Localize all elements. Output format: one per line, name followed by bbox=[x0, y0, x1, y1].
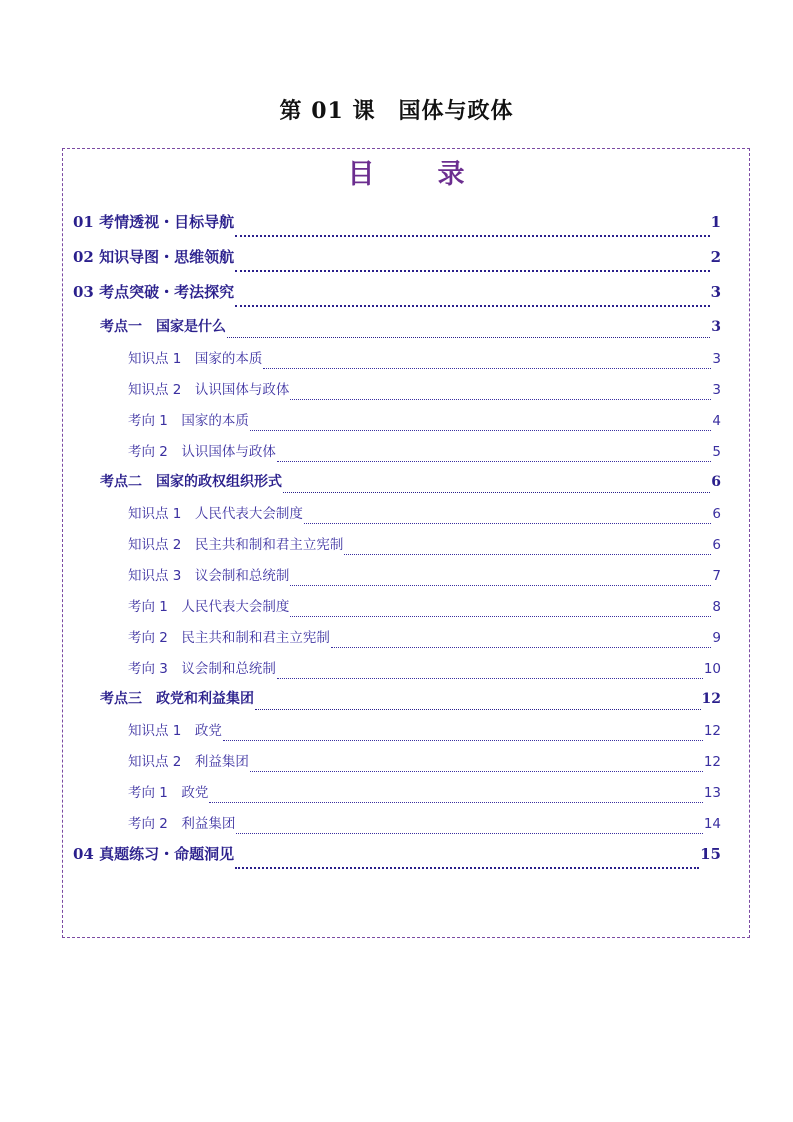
toc-leader-dots bbox=[277, 460, 712, 462]
toc-entry-page: 12 bbox=[703, 723, 721, 739]
toc-leader-dots bbox=[227, 336, 710, 338]
toc-leader-dots bbox=[277, 677, 703, 679]
toc-leader-dots bbox=[290, 398, 711, 400]
toc-entry-label: 03 考点突破・考法探究 bbox=[73, 283, 235, 301]
toc-entry[interactable] bbox=[73, 502, 721, 533]
toc-heading: 目 录 bbox=[347, 159, 483, 190]
toc-leader-dots bbox=[255, 708, 701, 710]
toc-entry-page: 12 bbox=[701, 691, 721, 707]
toc-entry-page: 4 bbox=[712, 413, 721, 429]
toc-entry-page: 3 bbox=[712, 351, 721, 367]
toc-entry-label: 考点二 国家的政权组织形式 bbox=[100, 474, 282, 490]
toc-entry[interactable] bbox=[73, 595, 721, 626]
toc-leader-dots bbox=[344, 553, 711, 555]
toc-entry-page: 10 bbox=[703, 661, 721, 677]
toc-leader-dots bbox=[283, 491, 710, 493]
toc-leader-dots bbox=[235, 866, 699, 869]
toc-entry[interactable] bbox=[73, 564, 721, 595]
toc-entry-page: 8 bbox=[712, 599, 721, 615]
toc-entry[interactable] bbox=[73, 688, 721, 719]
toc-entry[interactable] bbox=[73, 211, 721, 246]
toc-entry-page: 3 bbox=[712, 382, 721, 398]
toc-list bbox=[73, 211, 721, 878]
toc-leader-dots bbox=[331, 646, 712, 648]
document-title: 第 01 课 国体与政体 bbox=[279, 98, 514, 124]
toc-leader-dots bbox=[290, 584, 711, 586]
toc-entry-label: 知识点 1 政党 bbox=[128, 723, 222, 739]
toc-entry-label: 02 知识导图・思维领航 bbox=[73, 248, 235, 266]
toc-leader-dots bbox=[235, 304, 709, 307]
toc-leader-dots bbox=[209, 801, 702, 803]
toc-entry-label: 知识点 3 议会制和总统制 bbox=[128, 568, 290, 584]
toc-entry-label: 知识点 2 利益集团 bbox=[128, 754, 249, 770]
toc-leader-dots bbox=[235, 234, 709, 237]
toc-entry[interactable] bbox=[73, 378, 721, 409]
toc-entry-label: 04 真题练习・命题洞见 bbox=[73, 845, 235, 863]
toc-entry-page: 15 bbox=[700, 845, 721, 863]
toc-entry-label: 01 考情透视・目标导航 bbox=[73, 213, 235, 231]
toc-entry-page: 12 bbox=[703, 754, 721, 770]
toc-entry-label: 考向 1 政党 bbox=[128, 785, 209, 801]
toc-leader-dots bbox=[223, 739, 703, 741]
toc-entry[interactable] bbox=[73, 843, 721, 878]
toc-entry[interactable] bbox=[73, 657, 721, 688]
toc-entry[interactable] bbox=[73, 316, 721, 347]
toc-entry-label: 考点一 国家是什么 bbox=[100, 319, 226, 335]
toc-leader-dots bbox=[263, 367, 711, 369]
toc-entry[interactable] bbox=[73, 626, 721, 657]
toc-entry-page: 6 bbox=[712, 506, 721, 522]
toc-entry-label: 考向 1 人民代表大会制度 bbox=[128, 599, 290, 615]
toc-entry-label: 知识点 2 民主共和制和君主立宪制 bbox=[128, 537, 344, 553]
toc-leader-dots bbox=[236, 832, 702, 834]
toc-entry-label: 考向 2 认识国体与政体 bbox=[128, 444, 276, 460]
toc-entry[interactable] bbox=[73, 347, 721, 378]
toc-entry-label: 考向 1 国家的本质 bbox=[128, 413, 249, 429]
toc-entry[interactable] bbox=[73, 812, 721, 843]
toc-entry-page: 9 bbox=[712, 630, 721, 646]
toc-entry[interactable] bbox=[73, 440, 721, 471]
toc-entry-page: 5 bbox=[712, 444, 721, 460]
toc-leader-dots bbox=[304, 522, 712, 524]
toc-entry-page: 1 bbox=[710, 213, 721, 231]
toc-entry[interactable] bbox=[73, 281, 721, 316]
toc-entry-label: 知识点 2 认识国体与政体 bbox=[128, 382, 290, 398]
toc-entry-label: 知识点 1 国家的本质 bbox=[128, 351, 263, 367]
toc-entry[interactable] bbox=[73, 246, 721, 281]
toc-entry-label: 考向 2 民主共和制和君主立宪制 bbox=[128, 630, 330, 646]
table-of-contents bbox=[62, 148, 750, 938]
toc-entry[interactable] bbox=[73, 750, 721, 781]
toc-entry[interactable] bbox=[73, 409, 721, 440]
toc-entry-page: 7 bbox=[712, 568, 721, 584]
toc-entry-page: 6 bbox=[712, 537, 721, 553]
toc-entry-label: 考点三 政党和利益集团 bbox=[100, 691, 254, 707]
toc-entry-page: 3 bbox=[711, 319, 721, 335]
toc-entry-page: 14 bbox=[703, 816, 721, 832]
toc-entry-label: 知识点 1 人民代表大会制度 bbox=[128, 506, 303, 522]
toc-entry-label: 考向 2 利益集团 bbox=[128, 816, 236, 832]
toc-entry-label: 考向 3 议会制和总统制 bbox=[128, 661, 276, 677]
toc-entry[interactable] bbox=[73, 471, 721, 502]
toc-entry-page: 3 bbox=[710, 283, 721, 301]
toc-entry-page: 13 bbox=[703, 785, 721, 801]
toc-leader-dots bbox=[235, 269, 709, 272]
toc-entry[interactable] bbox=[73, 781, 721, 812]
toc-leader-dots bbox=[290, 615, 711, 617]
toc-leader-dots bbox=[250, 429, 712, 431]
toc-entry-page: 2 bbox=[710, 248, 721, 266]
toc-entry[interactable] bbox=[73, 533, 721, 564]
toc-entry-page: 6 bbox=[711, 474, 721, 490]
toc-entry[interactable] bbox=[73, 719, 721, 750]
toc-leader-dots bbox=[250, 770, 703, 772]
